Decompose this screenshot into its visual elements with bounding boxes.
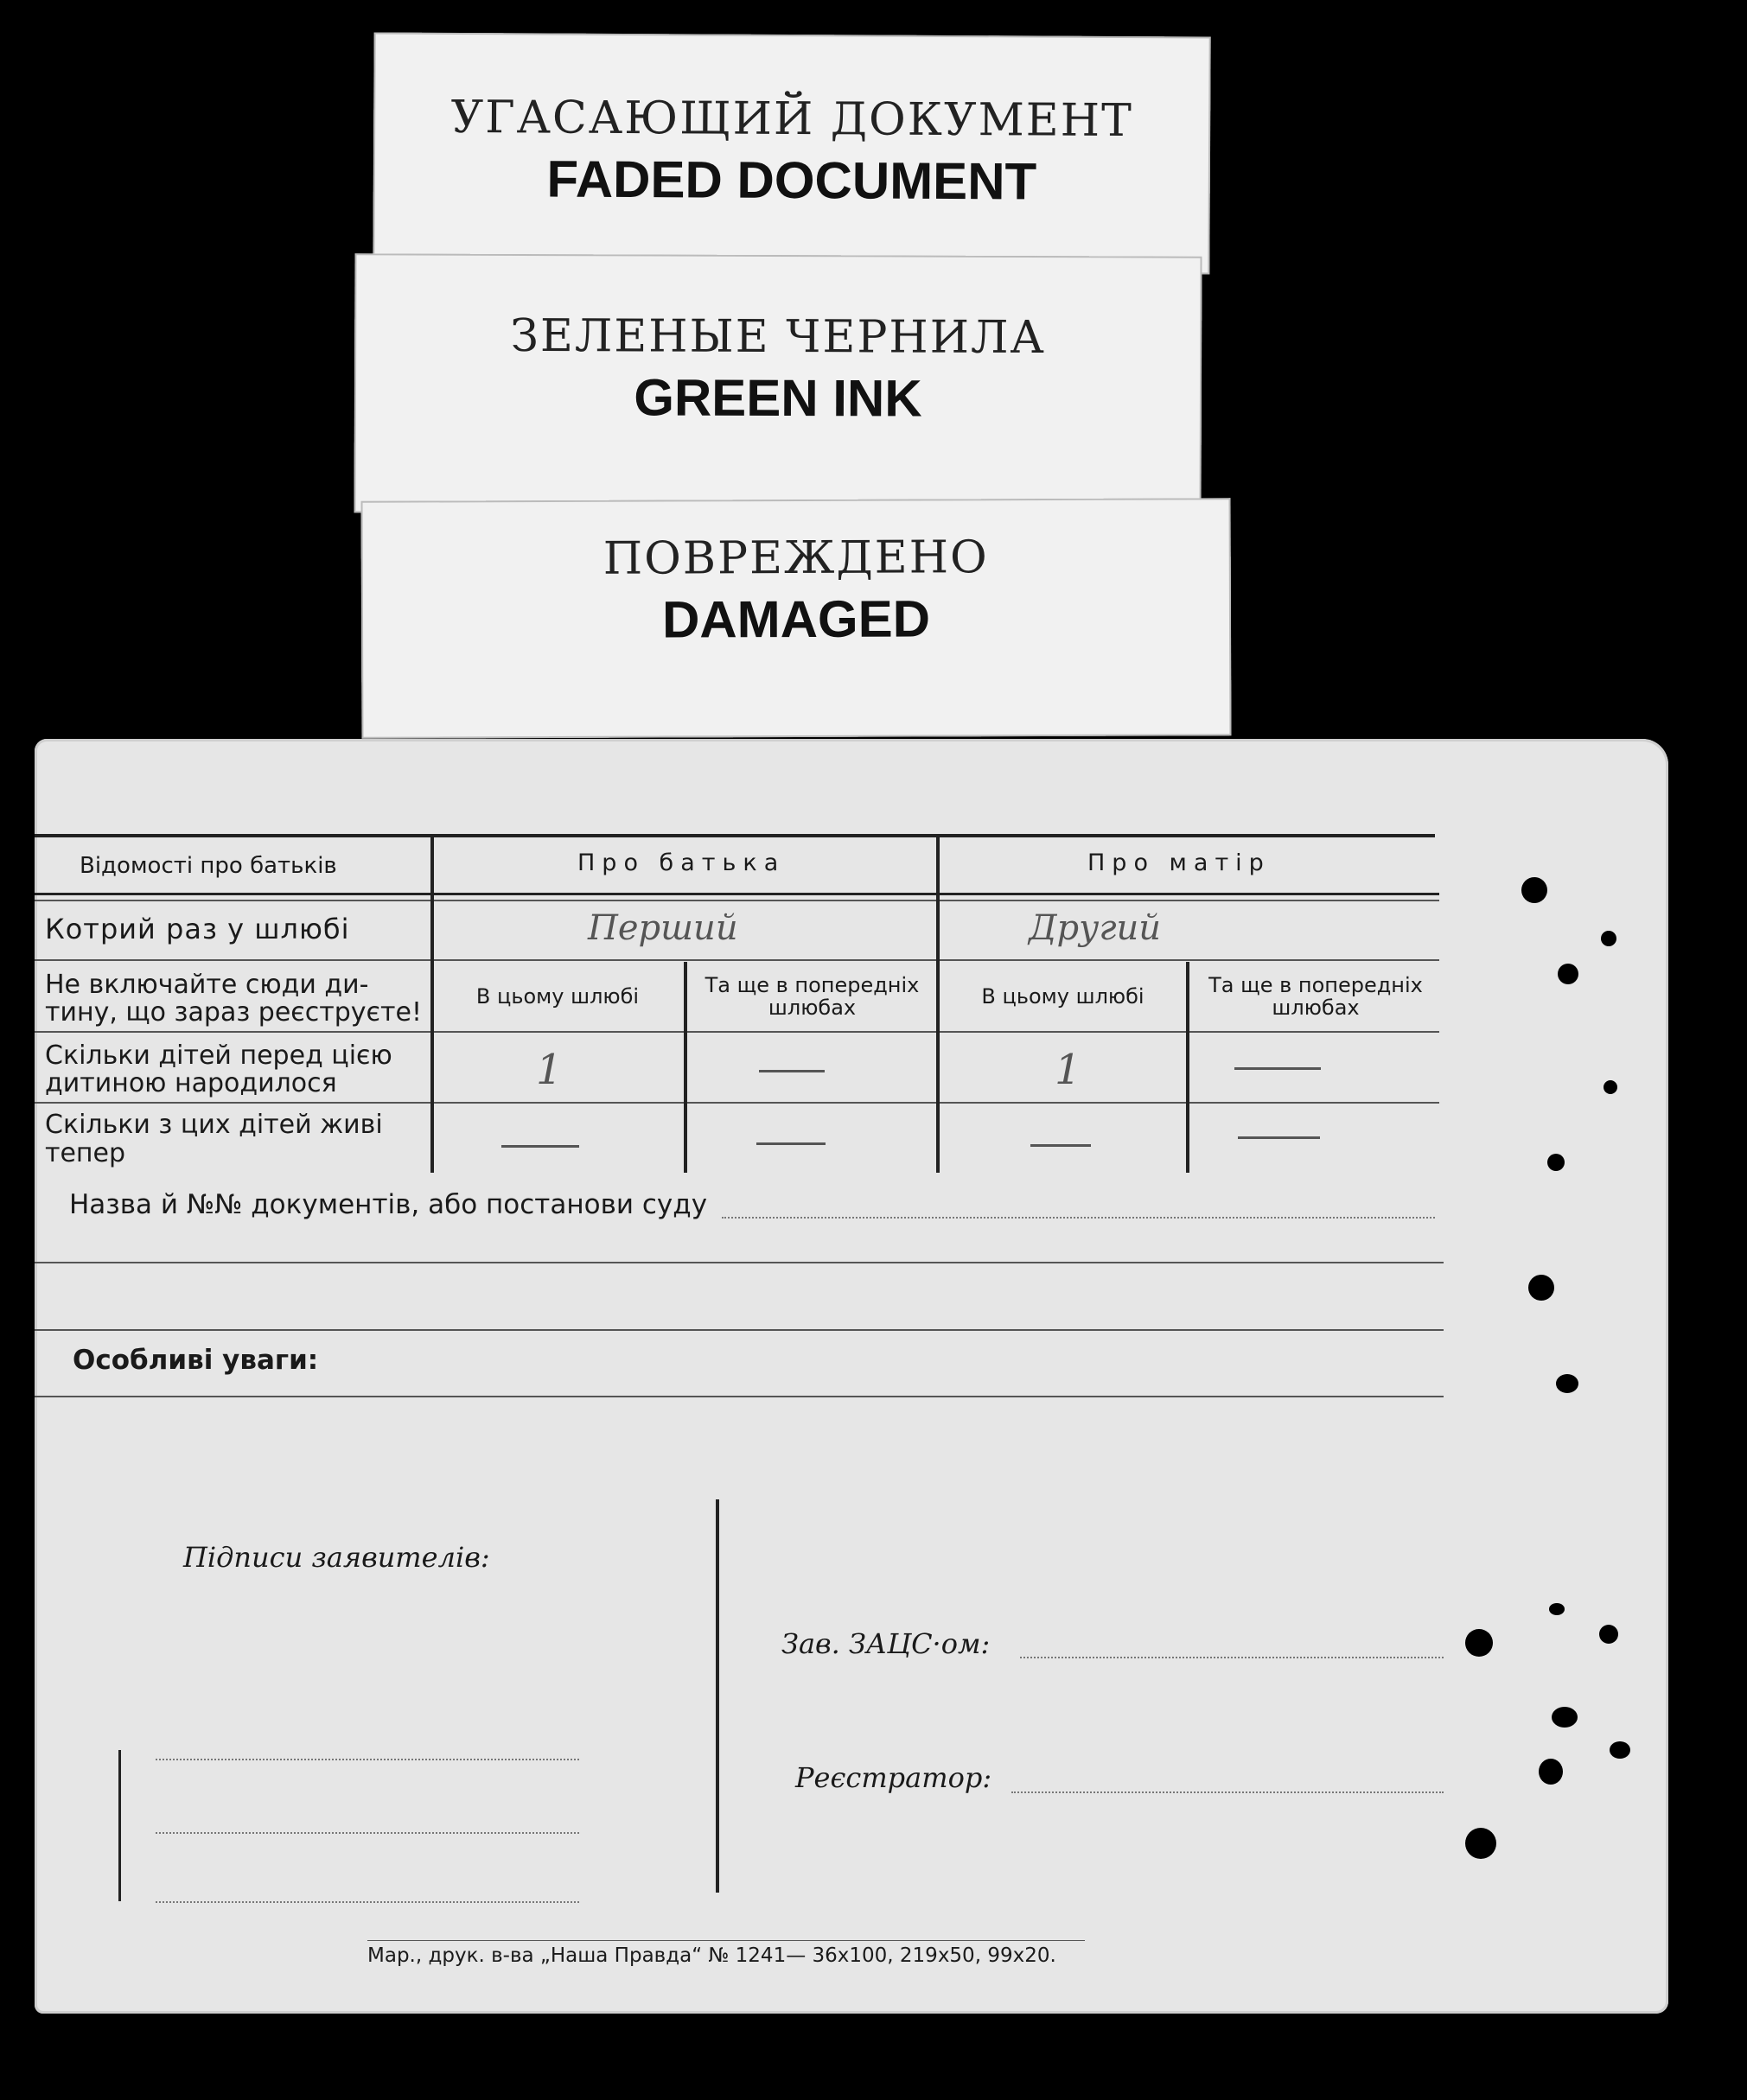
green-ink-label <box>354 253 1202 515</box>
handwritten-father-born: 1 <box>536 1046 563 1094</box>
handwritten-mother-born: 1 <box>1055 1046 1081 1094</box>
damaged-label-ru: ПОВРЕЖДЕНО <box>603 531 989 585</box>
handwritten-father-marriage: Перший <box>588 908 738 948</box>
row-rule-2 <box>35 1031 1439 1033</box>
special-notes-label: Особливі уваги: <box>73 1345 319 1376</box>
footer-rule <box>367 1940 1085 1941</box>
dash-father-prev-alive <box>756 1142 826 1145</box>
binding-hole <box>1465 1828 1496 1859</box>
subheader-mother-prev-1: Та ще в попередніх <box>1208 973 1423 997</box>
binding-hole <box>1558 964 1578 984</box>
handwritten-mother-marriage: Другий <box>1029 908 1162 948</box>
documents-rule-2 <box>35 1329 1444 1331</box>
header-rule-2 <box>35 900 1439 901</box>
head-signature-line <box>1020 1657 1444 1658</box>
registration-form <box>35 739 1668 2014</box>
signature-divider <box>716 1499 719 1893</box>
row-label-born-1: Скільки дітей перед цією <box>45 1040 392 1071</box>
binding-hole <box>1604 1080 1617 1094</box>
signatures-label: Підписи заявителів: <box>183 1541 490 1574</box>
faded-label-en: FADED DOCUMENT <box>546 150 1037 211</box>
damaged-label <box>361 498 1232 739</box>
binding-hole <box>1521 877 1547 903</box>
printer-footer: Мар., друк. в-ва „Наша Правда“ № 1241— 36х100, 219х50, 99х20. <box>367 1944 1056 1967</box>
row-label-born-2: дитиною народилося <box>45 1068 337 1098</box>
signature-line-2 <box>156 1832 579 1834</box>
faded-document-label <box>373 32 1210 274</box>
binding-hole <box>1539 1759 1563 1785</box>
dash-mother-alive <box>1030 1144 1091 1147</box>
dash-mother-prev-born <box>1234 1067 1321 1070</box>
dash-mother-prev-alive <box>1238 1136 1320 1139</box>
binding-hole <box>1601 931 1616 946</box>
subheader-father-prev-2: шлюбах <box>768 996 857 1020</box>
ink-label-ru: ЗЕЛЕНЫЕ ЧЕРНИЛА <box>510 309 1046 365</box>
special-notes-rule <box>35 1396 1444 1397</box>
row-label-alive-2: тепер <box>45 1138 126 1168</box>
dash-father-alive <box>501 1145 579 1148</box>
col-rule-3 <box>684 962 687 1173</box>
faded-label-ru: УГАСАЮЩИЙ ДОКУМЕНТ <box>450 91 1133 148</box>
col-rule-2 <box>936 836 940 1173</box>
row-note-2: тину, що зараз реєструєте! <box>45 997 422 1028</box>
documents-label: Назва й №№ документів, або постанови суду <box>69 1189 708 1220</box>
head-of-registry-label: Зав. ЗАЦС·ом: <box>781 1627 991 1660</box>
signature-line-1 <box>156 1759 579 1760</box>
documents-rule-1 <box>35 1262 1444 1263</box>
registrar-signature-line <box>1011 1791 1444 1793</box>
binding-hole <box>1465 1629 1493 1657</box>
row-note-1: Не включайте сюди ди- <box>45 970 369 1000</box>
col-rule-1 <box>430 836 434 1173</box>
binding-hole <box>1552 1707 1578 1728</box>
col-rule-4 <box>1186 962 1189 1173</box>
binding-hole <box>1549 1603 1565 1615</box>
signature-line-3 <box>156 1901 579 1903</box>
row-label-marriage: Котрий раз у шлюбі <box>45 913 350 945</box>
signature-bracket <box>118 1750 121 1901</box>
header-rule <box>35 893 1439 895</box>
dash-father-prev-born <box>759 1070 825 1072</box>
subheader-father-prev-1: Та ще в попередніх <box>705 973 920 997</box>
binding-hole <box>1547 1154 1565 1171</box>
binding-hole <box>1610 1741 1630 1759</box>
subheader-mother-this: В цьому шлюбі <box>981 984 1144 1009</box>
binding-hole <box>1556 1374 1578 1393</box>
col-header-parents: Відомості про батьків <box>80 853 337 879</box>
col-header-mother: Про матір <box>1087 850 1271 876</box>
subheader-father-this: В цьому шлюбі <box>475 984 640 1009</box>
row-rule-1 <box>35 959 1439 961</box>
registrar-label: Реєстратор: <box>795 1761 992 1794</box>
subheader-mother-prev-2: шлюбах <box>1272 996 1360 1020</box>
row-label-alive-1: Скільки з цих дітей живі <box>45 1110 383 1140</box>
binding-hole <box>1599 1625 1618 1644</box>
table-top-rule <box>35 834 1435 837</box>
documents-line <box>722 1217 1435 1219</box>
ink-label-en: GREEN INK <box>634 368 922 428</box>
row-rule-3 <box>35 1102 1439 1104</box>
binding-hole <box>1528 1275 1554 1301</box>
col-header-father: Про батька <box>577 850 786 876</box>
damaged-label-en: DAMAGED <box>661 589 931 649</box>
